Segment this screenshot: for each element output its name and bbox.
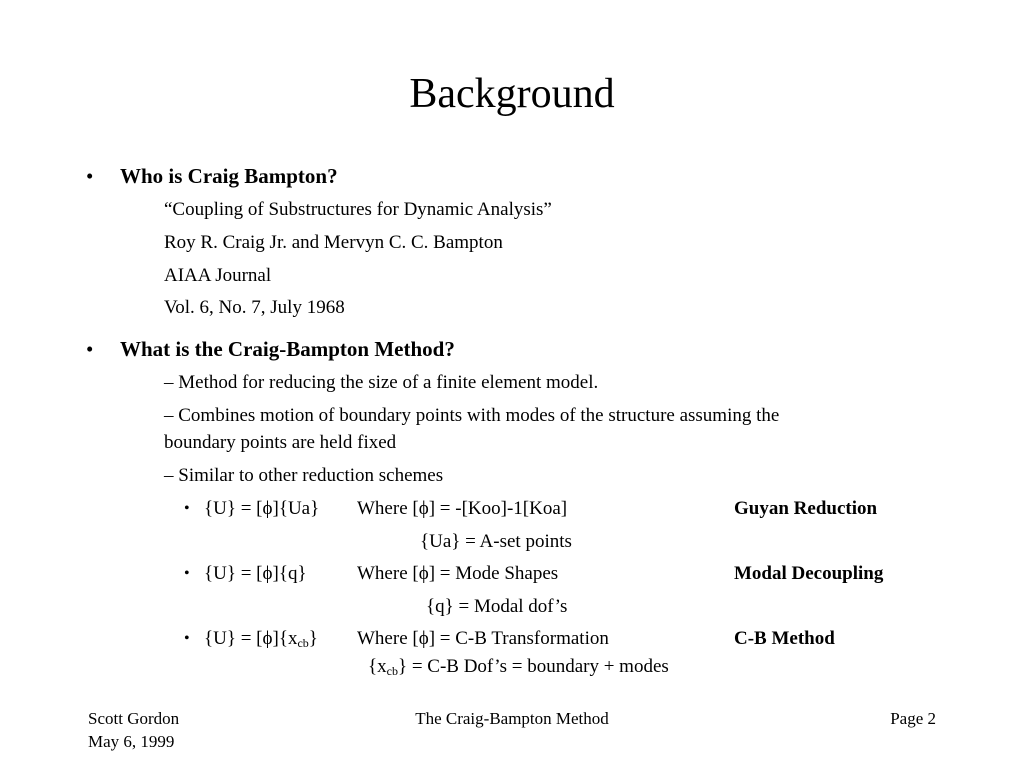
section-heading-what: What is the Craig-Bampton Method? — [120, 337, 455, 361]
sub-item: – Combines motion of boundary points with modes of the structure assuming the — [164, 405, 780, 426]
detail-suffix: } = C-B Dof’s = boundary + modes — [397, 656, 669, 677]
scheme-where: Where [ϕ] = Mode Shapes — [357, 563, 559, 584]
scheme-detail — [368, 656, 669, 678]
equation-suffix: } — [308, 628, 318, 649]
scheme-name: C-B Method — [734, 628, 835, 649]
section-heading-who: Who is Craig Bampton? — [120, 164, 338, 188]
scheme-name: Guyan Reduction — [734, 498, 878, 519]
scheme-bullet: • — [184, 630, 190, 647]
scheme-equation — [204, 628, 318, 650]
scheme-detail: {Ua} = A-set points — [420, 531, 572, 552]
scheme-equation: {U} = [ϕ]{Ua} — [204, 498, 320, 519]
sub-item: – Method for reducing the size of a finite element model. — [164, 372, 599, 393]
bullet-marker: • — [86, 164, 94, 188]
scheme-detail: {q} = Modal dof’s — [426, 596, 568, 617]
detail-subscript: cb — [386, 664, 398, 678]
reference-line: Vol. 6, No. 7, July 1968 — [164, 297, 345, 318]
footer-page-number: Page 2 — [890, 709, 936, 728]
sub-item-continuation: boundary points are held fixed — [164, 432, 397, 453]
scheme-bullet: • — [184, 500, 190, 517]
scheme-where: Where [ϕ] = C-B Transformation — [357, 628, 609, 649]
reference-line: AIAA Journal — [164, 265, 272, 286]
sub-item: – Similar to other reduction schemes — [164, 465, 444, 486]
reference-line: Roy R. Craig Jr. and Mervyn C. C. Bampton — [164, 232, 503, 253]
bullet-marker: • — [86, 337, 94, 361]
equation-prefix: {U} = [ϕ]{x — [204, 628, 298, 649]
detail-prefix: {x — [368, 656, 387, 677]
slide-title: Background — [409, 71, 615, 117]
scheme-bullet: • — [184, 565, 190, 582]
scheme-name: Modal Decoupling — [734, 563, 884, 584]
footer-author: Scott Gordon — [88, 709, 180, 728]
scheme-equation: {U} = [ϕ]{q} — [204, 563, 307, 584]
footer-title: The Craig-Bampton Method — [415, 709, 609, 728]
equation-subscript: cb — [297, 636, 309, 650]
scheme-where: Where [ϕ] = -[Koo]-1[Koa] — [357, 498, 568, 519]
footer-date: May 6, 1999 — [88, 732, 175, 751]
reference-line: “Coupling of Substructures for Dynamic Analysis” — [164, 199, 552, 220]
